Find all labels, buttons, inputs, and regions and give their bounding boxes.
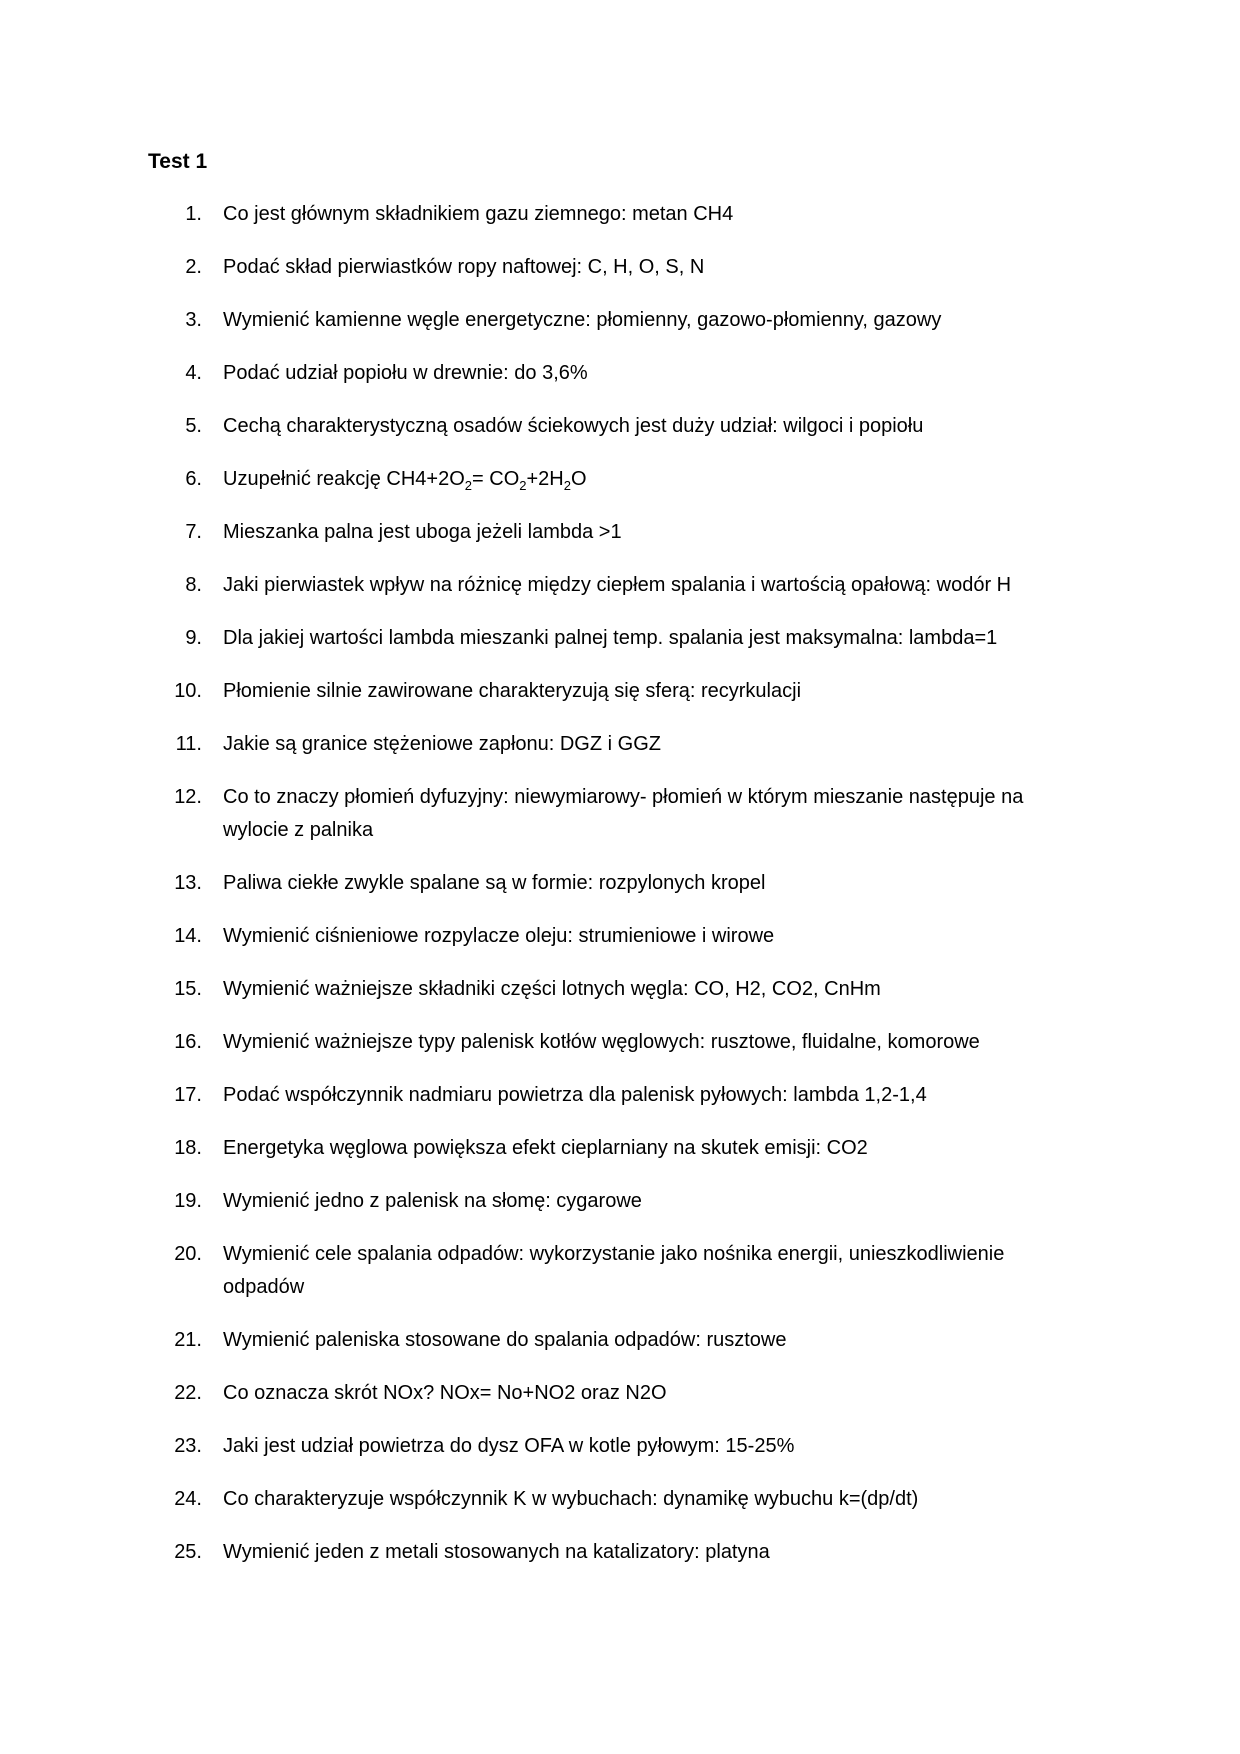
question-text: Cechą charakterystyczną osadów ściekowych jest duży udział: wilgoci i popiołu <box>223 415 924 437</box>
list-item <box>0 675 1240 708</box>
question-text: Paliwa ciekłe zwykle spalane są w formie: rozpylonych kropel <box>223 872 766 894</box>
question-number: 10. <box>174 680 202 702</box>
question-number: 4. <box>185 362 202 384</box>
question-number: 1. <box>185 203 202 225</box>
question-number: 17. <box>174 1084 202 1106</box>
list-item <box>0 781 1240 847</box>
question-text: Wymienić cele spalania odpadów: wykorzystanie jako nośnika energii, unieszkodliwienie odpadów <box>223 1243 1005 1298</box>
question-text: Podać współczynnik nadmiaru powietrza dla palenisk pyłowych: lambda 1,2-1,4 <box>223 1084 927 1106</box>
question-number: 3. <box>185 309 202 331</box>
question-number: 16. <box>174 1031 202 1053</box>
list-item <box>0 410 1240 443</box>
question-text: Wymienić kamienne węgle energetyczne: płomienny, gazowo-płomienny, gazowy <box>223 309 942 331</box>
question-number: 19. <box>174 1190 202 1212</box>
question-text: Co charakteryzuje współczynnik K w wybuchach: dynamikę wybuchu k=(dp/dt) <box>223 1488 919 1510</box>
question-number: 12. <box>174 786 202 808</box>
list-item <box>0 1185 1240 1218</box>
question-text: Wymienić ciśnieniowe rozpylacze oleju: strumieniowe i wirowe <box>223 925 775 947</box>
list-item <box>0 357 1240 390</box>
list-item <box>0 516 1240 549</box>
question-text: Co to znaczy płomień dyfuzyjny: niewymiarowy- płomień w którym mieszanie następuje na wylocie z palnika <box>223 786 1024 841</box>
reaction-text-part: Uzupełnić reakcję CH4+2O <box>223 468 465 490</box>
question-text: Wymienić ważniejsze typy palenisk kotłów węglowych: rusztowe, fluidalne, komorowe <box>223 1031 980 1053</box>
list-item <box>0 1536 1240 1569</box>
question-number: 8. <box>185 574 202 596</box>
reaction-text-part: O <box>570 468 587 490</box>
list-item <box>0 1079 1240 1112</box>
list-item <box>0 1430 1240 1463</box>
question-list <box>0 198 1240 1589</box>
question-number: 9. <box>185 627 202 649</box>
subscript: 2 <box>464 478 473 493</box>
list-item <box>0 1238 1240 1304</box>
question-text: Wymienić jeden z metali stosowanych na katalizatory: platyna <box>223 1541 770 1563</box>
list-item <box>0 463 1240 496</box>
list-item <box>0 920 1240 953</box>
question-text: Energetyka węglowa powiększa efekt cieplarniany na skutek emisji: CO2 <box>223 1137 868 1159</box>
question-number: 18. <box>174 1137 202 1159</box>
list-item <box>0 1483 1240 1516</box>
document-title: Test 1 <box>148 150 208 173</box>
question-text: Wymienić ważniejsze składniki części lotnych węgla: CO, H2, CO2, CnHm <box>223 978 881 1000</box>
question-text: Co oznacza skrót NOx? NOx= No+NO2 oraz N2O <box>223 1382 667 1404</box>
question-number: 2. <box>185 256 202 278</box>
question-number: 15. <box>174 978 202 1000</box>
question-text: Wymienić paleniska stosowane do spalania odpadów: rusztowe <box>223 1329 787 1351</box>
question-number: 14. <box>174 925 202 947</box>
reaction-text-part: = CO <box>472 468 520 490</box>
question-number: 24. <box>174 1488 202 1510</box>
question-number: 5. <box>185 415 202 437</box>
subscript: 2 <box>563 478 571 493</box>
reaction-text-part: +2H <box>526 468 564 490</box>
question-number: 7. <box>185 521 202 543</box>
list-item <box>0 1132 1240 1165</box>
list-item <box>0 569 1240 602</box>
question-text: Dla jakiej wartości lambda mieszanki palnej temp. spalania jest maksymalna: lambda=1 <box>223 627 998 649</box>
question-number: 22. <box>174 1382 202 1404</box>
list-item <box>0 728 1240 761</box>
subscript: 2 <box>519 478 527 493</box>
question-text: Jakie są granice stężeniowe zapłonu: DGZ i GGZ <box>223 733 661 755</box>
list-item <box>0 867 1240 900</box>
question-number: 11. <box>175 733 202 755</box>
question-number: 6. <box>185 468 202 490</box>
list-item <box>0 973 1240 1006</box>
question-number: 25. <box>174 1541 202 1563</box>
list-item <box>0 622 1240 655</box>
question-text: Wymienić jedno z palenisk na słomę: cygarowe <box>223 1190 642 1212</box>
list-item <box>0 1026 1240 1059</box>
question-text: Jaki pierwiastek wpływ na różnicę między ciepłem spalania i wartością opałową: wodór H <box>223 574 1012 596</box>
list-item <box>0 198 1240 231</box>
question-text-reaction <box>223 463 1083 496</box>
list-item <box>0 1377 1240 1410</box>
question-number: 13. <box>174 872 202 894</box>
question-text: Mieszanka palna jest uboga jeżeli lambda >1 <box>223 521 622 543</box>
list-item <box>0 251 1240 284</box>
question-text: Płomienie silnie zawirowane charakteryzują się sferą: recyrkulacji <box>223 680 802 702</box>
question-number: 20. <box>174 1243 202 1265</box>
question-text: Podać skład pierwiastków ropy naftowej: C, H, O, S, N <box>223 256 705 278</box>
question-number: 21. <box>174 1329 202 1351</box>
question-number: 23. <box>174 1435 202 1457</box>
question-text: Podać udział popiołu w drewnie: do 3,6% <box>223 362 588 384</box>
question-text: Jaki jest udział powietrza do dysz OFA w kotle pyłowym: 15-25% <box>223 1435 795 1457</box>
question-text: Co jest głównym składnikiem gazu ziemnego: metan CH4 <box>223 203 734 225</box>
list-item <box>0 1324 1240 1357</box>
list-item <box>0 304 1240 337</box>
